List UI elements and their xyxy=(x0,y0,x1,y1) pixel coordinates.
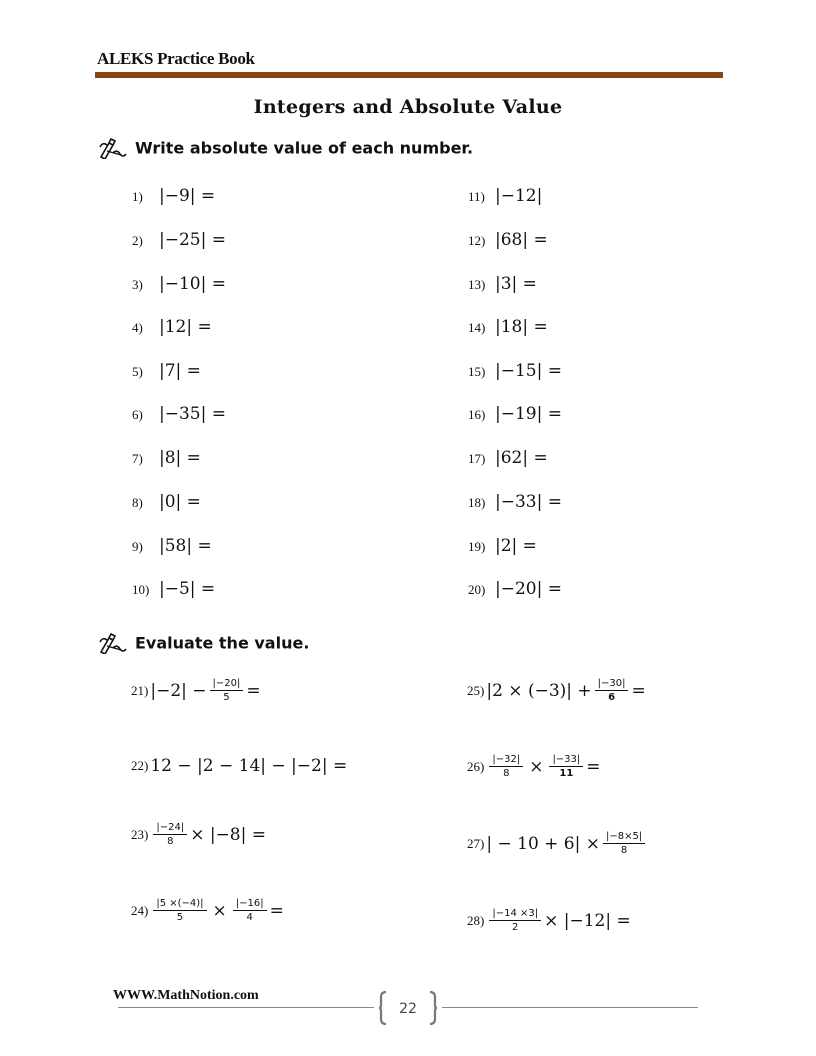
footer-rule-right xyxy=(442,1007,698,1008)
section1-heading xyxy=(99,137,473,159)
problem-23: 23) $\frac{|-24|}{8}$ × |−8| = xyxy=(131,822,266,847)
fraction: $\frac{|-30|}{6}$ xyxy=(595,678,629,704)
header-rule xyxy=(95,72,723,78)
problem-26: 26) $\frac{|-32|}{8}$ × $\frac{|-33|}{11}$ = xyxy=(467,754,601,779)
problem-9: 9) |58| = xyxy=(132,536,212,556)
problem-19: 19) |2| = xyxy=(468,536,537,556)
page-number: 22 xyxy=(378,991,438,1027)
problem-2: 2) |−25| = xyxy=(132,230,226,250)
problem-8: 8) |0| = xyxy=(132,492,201,512)
fraction: $\frac{|-33|}{11}$ xyxy=(549,754,583,780)
problem-17: 17) |62| = xyxy=(468,448,548,468)
problem-3: 3) |−10| = xyxy=(132,274,226,294)
problem-22: 22) 12 − |2 − 14| − |−2| = xyxy=(131,756,348,776)
problem-14: 14) |18| = xyxy=(468,317,548,337)
problem-27: 27) | − 10 + 6| × $\frac{|-8\times 5|}{8}$ xyxy=(467,831,648,857)
pencil-writing-icon xyxy=(99,632,127,654)
problem-20: 20) |−20| = xyxy=(468,579,562,599)
page-title: Integers and Absolute Value xyxy=(253,96,563,118)
problem-11: 11) |−12| xyxy=(468,186,543,206)
problem-15: 15) |−15| = xyxy=(468,361,562,381)
problem-6: 6) |−35| = xyxy=(132,404,226,424)
left-bracket-icon xyxy=(378,991,388,1025)
problem-4: 4) |12| = xyxy=(132,317,212,337)
problem-13: 13) |3| = xyxy=(468,274,537,294)
section2-heading xyxy=(99,632,309,654)
problem-10: 10) |−5| = xyxy=(132,579,216,599)
section1-heading-text: Write absolute value of each number. xyxy=(135,138,474,158)
problem-12: 12) |68| = xyxy=(468,230,548,250)
fraction: $\frac{|-20|}{5}$ xyxy=(210,678,244,704)
problem-25: 25) |2 × (−3)| + $\frac{|-30|}{6}$ = xyxy=(467,678,646,703)
problem-21: 21) |−2| − $\frac{|-20|}{5}$ = xyxy=(131,678,261,703)
pencil-writing-icon xyxy=(99,137,127,159)
problem-1: 1) |−9| = xyxy=(132,186,216,206)
fraction: $\frac{|-8\times 5|}{8}$ xyxy=(603,831,645,857)
section2-heading-text: Evaluate the value. xyxy=(135,633,310,653)
problem-7: 7) |8| = xyxy=(132,448,201,468)
problem-5: 5) |7| = xyxy=(132,361,201,381)
fraction: $\frac{|-32|}{8}$ xyxy=(489,754,523,780)
fraction: $\frac{|5 \times(-4)|}{5}$ xyxy=(153,898,206,924)
footer-url: WWW.MathNotion.com xyxy=(113,988,259,1003)
problem-24: 24) $\frac{|5 \times(-4)|}{5}$ × $\frac{|-16|}{4}$ = xyxy=(131,898,284,923)
fraction: $\frac{|-16|}{4}$ xyxy=(233,898,267,924)
problem-28: 28) $\frac{|-14 \times 3|}{2}$ × |−12| = xyxy=(467,908,631,933)
fraction: $\frac{|-14 \times 3|}{2}$ xyxy=(489,908,541,934)
right-bracket-icon xyxy=(428,991,438,1025)
book-title: ALEKS Practice Book xyxy=(97,49,255,68)
footer-rule-left xyxy=(118,1007,374,1008)
fraction: $\frac{|-24|}{8}$ xyxy=(153,822,187,848)
problem-18: 18) |−33| = xyxy=(468,492,562,512)
problem-16: 16) |−19| = xyxy=(468,404,562,424)
